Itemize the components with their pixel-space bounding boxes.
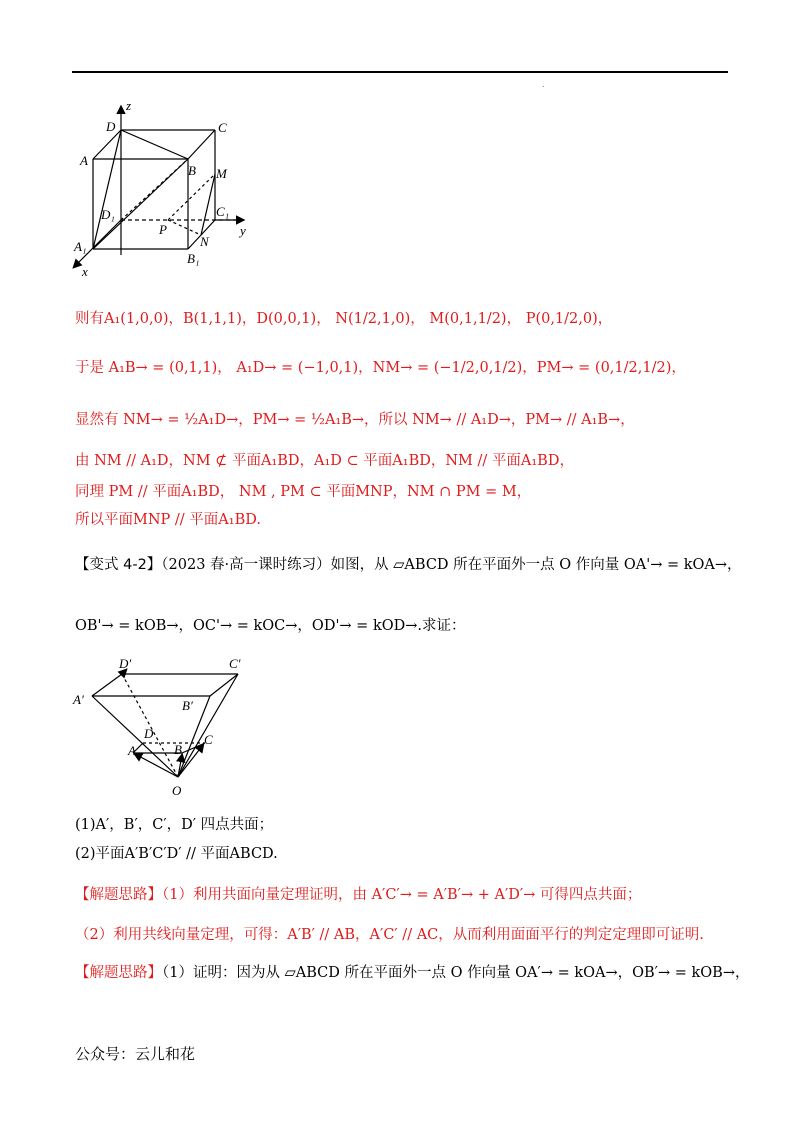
point-A-label: A [80,153,88,168]
point-D2-label: D [144,726,154,741]
analysis-line-2: （2）利用共线向量定理，可得：A′B′ // AB，A′C′ // AC，从而利用面面平行的判定定理即可证明. [75,927,704,943]
analysis-tag-1: 【解题思路】 [75,887,162,903]
cube-figure [60,95,270,285]
axis-y-label: y [240,223,246,238]
solution-line-6: 所以平面MNP // 平面A₁BD. [75,512,261,528]
point-B1-label: B₁ [187,251,200,266]
point-C1-label: C₁ [216,204,230,219]
solution-line-1: 则有A₁(1,0,0)，B(1,1,1)，D(0,0,1)， N(1/2,1,0)， M(0,1,1/2)， P(0,1/2,0)， [75,311,613,327]
point-Bp-label: B′ [182,698,193,713]
variant-line-2: OB'→ = kOB→，OC'→ = kOC→，OD'→ = kOD→.求证： [75,618,466,634]
point-C-label: C [218,120,227,135]
header-dot: . [542,80,545,89]
point-D-label: D [106,119,116,134]
variant-tag: 【变式 4-2】 [75,557,162,573]
frustum-figure [70,650,270,800]
header-rule [72,71,728,73]
analysis-text-1: （1）利用共面向量定理证明，由 A′C′→ = A′B′→ + A′D′→ 可得四点共面； [162,887,642,903]
point-B-label: B [188,163,196,178]
point-B2-label: B [174,742,182,757]
analysis-tag-2: 【解题思路】 [75,965,162,981]
point-N-label: N [200,234,209,249]
axis-z-label: z [126,98,132,113]
analysis-line-3 [75,963,749,983]
analysis-text-3: （1）证明：因为从 ▱ABCD 所在平面外一点 O 作向量 OA′→ = kOA→，OB′→ = kOB→， [162,965,750,981]
point-D1-label: D₁ [101,207,115,222]
point-Ap-label: A′ [73,692,84,707]
axis-x-label: x [82,264,88,279]
point-A1-label: A₁ [74,239,87,254]
point-P-label: P [159,222,167,237]
point-C2-label: C [204,732,213,747]
solution-line-5: 同理 PM // 平面A₁BD， NM , PM ⊂ 平面MNP，NM ∩ PM = M， [75,484,532,500]
analysis-line-1 [75,885,641,905]
variant-text-1: （2023 春·高一课时练习）如图，从 ▱ABCD 所在平面外一点 O 作向量 OA'→ = kOA→， [161,557,742,573]
point-A2-label: A [128,743,136,758]
point-Cp-label: C′ [229,656,241,671]
point-Dp-label: D′ [119,656,132,671]
variant-line-1 [75,555,742,575]
solution-line-3: 显然有 NM→ = ½A₁D→，PM→ = ½A₁B→，所以 NM→ // A₁D→，PM→ // A₁B→， [75,412,635,428]
question-2: (2)平面A′B′C′D′ // 平面ABCD. [75,846,278,862]
solution-line-4: 由 NM // A₁D，NM ⊄ 平面A₁BD，A₁D ⊂ 平面A₁BD，NM // 平面A₁BD， [75,453,574,469]
question-1: (1)A′，B′，C′，D′ 四点共面； [75,817,274,833]
point-M-label: M [216,166,227,181]
solution-line-2: 于是 A₁B→ = (0,1,1)， A₁D→ = (−1,0,1)，NM→ = (−1/2,0,1/2)，PM→ = (0,1/2,1/2)， [75,360,686,376]
footer-wechat-label: 公众号：云儿和花 [75,1045,196,1063]
point-O-label: O [172,783,182,798]
